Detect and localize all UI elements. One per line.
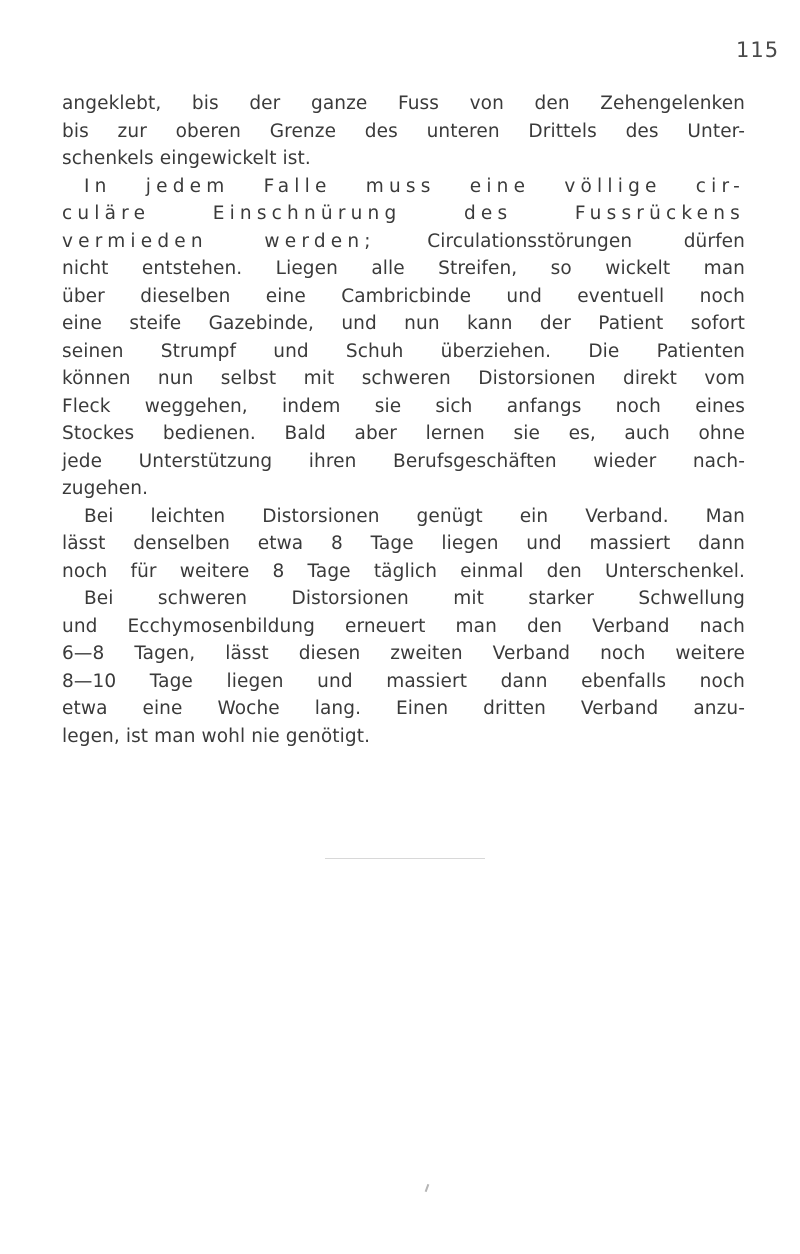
text-line: lässt denselben etwa 8 Tage liegen und massiert dann [62,533,745,554]
text-line: etwa eine Woche lang. Einen dritten Verband anzu- [62,698,745,719]
text-line: Stockes bedienen. Bald aber lernen sie es, auch ohne [62,423,745,444]
text-line: Bei leichten Distorsionen genügt ein Verband. Man [84,505,745,527]
text-line: jede Unterstützung ihren Berufsgeschäften wieder nach- [62,450,745,472]
text-fragment: Circulationsstörungen dürfen [375,230,745,252]
text-line: Fleck weggehen, indem sie sich anfangs noch eines [62,395,745,417]
text-line: Bei schweren Distorsionen mit starker Schwellung [84,588,745,609]
body-text [62,90,745,750]
text-line: und Ecchymosenbildung erneuert man den Verband nach [62,615,745,637]
text-line: schenkels eingewickelt ist. [62,148,311,169]
text-line-mixed [62,228,745,256]
emphasized-text-line: In jedem Falle muss eine völlige cir- [84,175,745,197]
text-line: angeklebt, bis der ganze Fuss von den Zehengelenken [62,93,745,114]
text-line: 8—10 Tage liegen und massiert dann ebenfalls noch [62,670,745,692]
stray-mark [425,1184,430,1192]
text-line: eine steife Gazebinde, und nun kann der Patient sofort [62,313,745,334]
text-line: 6—8 Tagen, lässt diesen zweiten Verband noch weitere [62,643,745,664]
text-line: bis zur oberen Grenze des unteren Drittels des Unter- [62,120,745,142]
text-line: legen, ist man wohl nie genötigt. [62,725,371,747]
text-line: seinen Strumpf und Schuh überziehen. Die Patienten [62,340,745,362]
text-line: zugehen. [62,478,149,499]
emphasized-text: vermieden werden; [62,230,376,252]
faint-rule [325,858,485,859]
text-line: über dieselben eine Cambricbinde und eventuell noch [62,285,745,307]
text-line: noch für weitere 8 Tage täglich einmal den Unterschenkel. [62,560,745,582]
text-line: nicht entstehen. Liegen alle Streifen, so wickelt man [62,258,745,279]
page-number: 115 [736,38,780,62]
emphasized-text-line: culäre Einschnürung des Fussrückens [62,203,745,224]
text-line: können nun selbst mit schweren Distorsionen direkt vom [62,368,745,389]
